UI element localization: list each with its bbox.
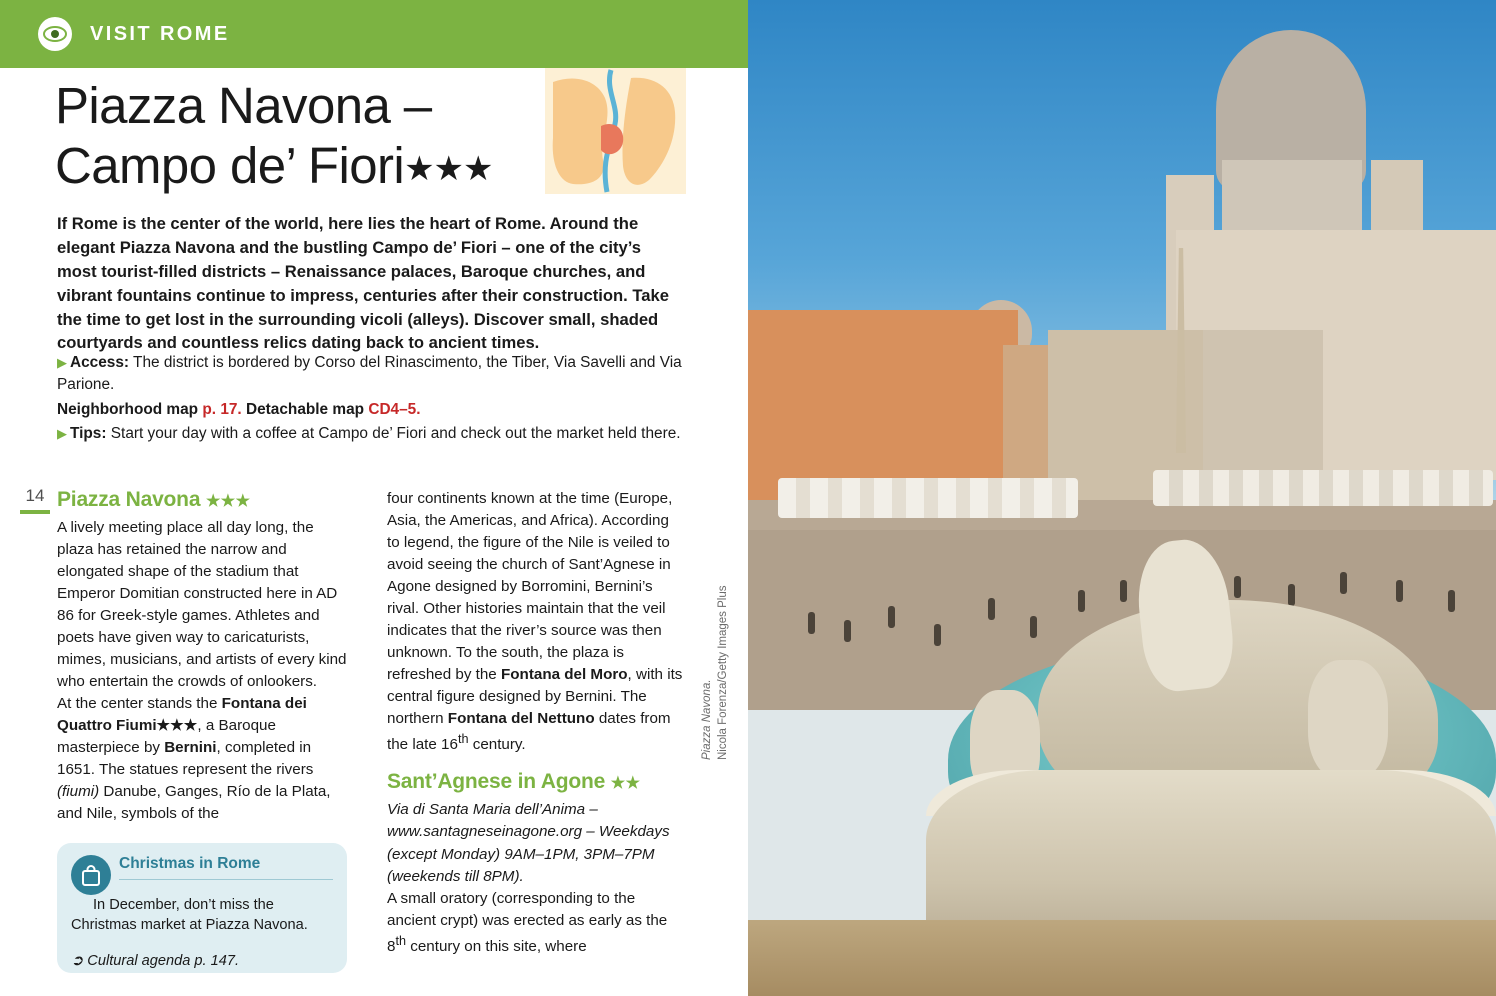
tips-text: Start your day with a coffee at Campo de’ Fiori and check out the market held there. — [106, 424, 681, 442]
detachable-map-ref[interactable]: CD4–5. — [368, 400, 421, 418]
ordinal-suffix: th — [457, 732, 469, 747]
header-eyebrow: VISIT ROME — [90, 22, 230, 45]
page-title — [55, 76, 695, 196]
callout-agenda-line — [71, 951, 333, 972]
text-run: four continents known at the time (Europe, Asia, the Americas, and Africa). According to legend, the figure of the Nile is veiled to avoid seeing the church of Sant’Agnese in Agone designed by Borromini, Bernini’s rival. Other histories maintain that the veil indicates that the river’s source was then unknown. To the south, the plaza is refreshed by the — [387, 490, 673, 684]
neighborhood-map-label: Neighborhood map — [57, 400, 199, 418]
access-text: The district is bordered by Corso del Rinascimento, the Tiber, Via Savelli and Via Parione. — [57, 354, 682, 394]
term-fontana-del-nettuno: Fontana del Nettuno — [447, 710, 595, 728]
page-number-rule — [20, 510, 50, 514]
arrow-icon: ➲ — [71, 952, 84, 969]
text-run: , with its central figure designed by Bernini. The northern — [387, 666, 683, 728]
paragraph — [387, 488, 683, 756]
piazza-navona-body-col2 — [387, 488, 683, 756]
cafe-awnings-right — [1153, 470, 1493, 506]
column-right — [387, 488, 683, 958]
text-run: Danube, Ganges, Río de la Plata, and Nile, symbols of the — [57, 783, 331, 823]
title-line-2: Campo de’ Fiori — [55, 137, 405, 195]
tips-line — [57, 423, 682, 445]
section-heading-santagnese: Sant’Agnese in Agone ★★ — [387, 770, 641, 794]
access-line — [57, 352, 682, 397]
shopping-bag-icon — [71, 855, 111, 895]
triangle-bullet-icon: ▶ — [57, 355, 67, 370]
section-stars-santagnese: ★★ — [610, 775, 641, 793]
paragraph: A lively meeting place all day long, the plaza has retained the narrow and elongated shape of the stadium that Emperor Domitian constructed here in AD 86 for Greek-style games. Athletes and poets have given way to caricaturists, mimes, musicians, and artists of every kind who entertain the crowds of onlookers. — [57, 519, 347, 691]
santagnese-practical-info: Via di Santa Maria dell’Anima – www.santagneseinagone.org – Weekdays (except Monday) 9AM–1PM, 3PM–7PM (weekends till 8PM). — [387, 801, 670, 885]
page-header-band — [0, 0, 748, 68]
text-run: A small oratory (corresponding to the ancient crypt) was erected as early as the 8 — [387, 889, 668, 955]
section-stars-piazza-navona: ★★★ — [205, 493, 251, 510]
photo-credit-text: Nicola Forenza/Getty Images Plus — [716, 585, 729, 760]
text-run: century. — [468, 736, 526, 754]
callout-text: In December, don’t miss the Christmas market at Piazza Navona. — [71, 896, 308, 934]
text-run: , a Baroque masterpiece by — [57, 717, 276, 757]
section-heading-piazza-navona: Piazza Navona ★★★ — [57, 488, 251, 511]
term-fontana-quattro-fiumi: Fontana dei Quattro Fiumi★★★ — [57, 695, 307, 735]
text-run: At the center stands the — [57, 695, 222, 713]
callout-body — [71, 895, 333, 972]
intro-paragraph: If Rome is the center of the world, here lies the heart of Rome. Around the elegant Piazza Navona and the bustling Campo de’ Fiori – one of the city’s most tourist-filled districts – Renaissance palaces, Baroque churches, and vibrant fountains continue to impress, centuries after their construction. Take the time to get lost in the surrounding vicoli (alleys). Discover small, shaded courtyards and countless relics dating back to ancient times. — [57, 214, 669, 353]
text-run: , completed in 1651. The statues represent the rivers — [57, 739, 314, 779]
photo-caption: Piazza Navona. — [701, 679, 713, 760]
term-bernini: Bernini — [164, 739, 217, 757]
page-number-marker — [14, 486, 56, 514]
title-rating-stars: ★★★ — [404, 150, 493, 189]
triangle-bullet-icon-2: ▶ — [57, 425, 67, 441]
access-label: Access: — [70, 354, 130, 371]
text-run: century on this site, where — [406, 937, 587, 955]
tips-label: Tips: — [70, 424, 107, 442]
callout-title: Christmas in Rome — [119, 855, 261, 872]
fountain-statue-right — [1308, 660, 1388, 780]
ordinal-suffix-2: th — [395, 933, 407, 948]
callout-header — [119, 855, 333, 880]
text-run: dates from the late 16 — [387, 710, 671, 754]
eye-icon — [38, 17, 72, 51]
paragraph — [387, 888, 683, 958]
cafe-awnings-left — [778, 478, 1078, 518]
paragraph — [57, 693, 347, 825]
santagnese-body — [387, 799, 683, 957]
foreground-water — [748, 920, 1496, 996]
maps-line — [57, 399, 682, 421]
practical-info-block — [57, 352, 682, 447]
photo-piazza-navona — [748, 0, 1496, 996]
detachable-map-label: Detachable map — [246, 400, 365, 418]
callout-agenda-text[interactable]: Cultural agenda p. 147. — [87, 952, 240, 969]
term-fontana-del-moro: Fontana del Moro — [500, 666, 628, 684]
page-number: 14 — [25, 486, 45, 505]
piazza-navona-body-col1 — [57, 517, 347, 825]
callout-box-christmas — [57, 843, 347, 973]
title-line-1: Piazza Navona – — [55, 77, 432, 134]
term-fiumi: (fiumi) — [57, 783, 100, 801]
column-left — [57, 488, 347, 825]
photo-credit — [700, 540, 731, 760]
neighborhood-map-ref[interactable]: p. 17. — [202, 400, 242, 418]
